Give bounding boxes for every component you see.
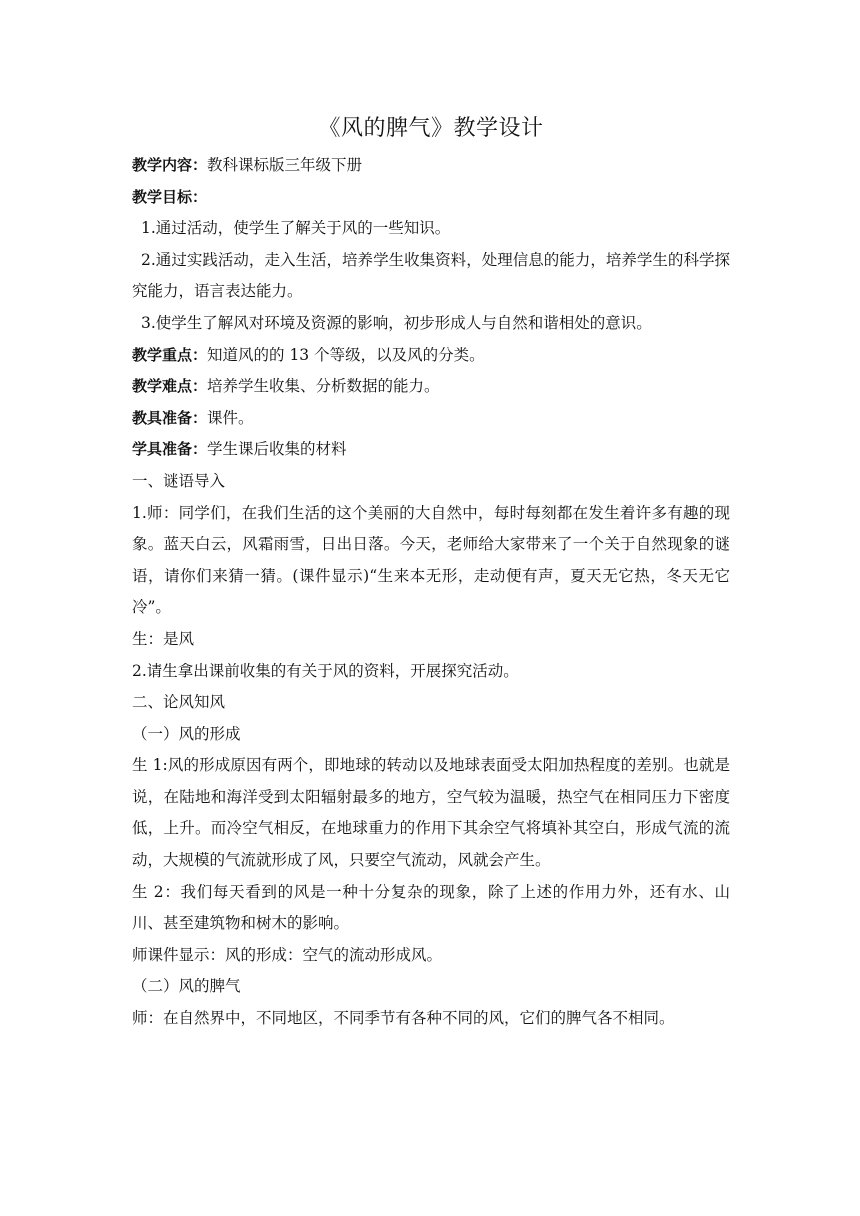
document-body	[132, 112, 730, 1035]
goal-item: 1.通过活动，使学生了解关于风的一些知识。	[141, 219, 451, 238]
meta-key: 教具准备：	[132, 408, 208, 427]
paragraph: 生：是风	[132, 629, 195, 648]
meta-difficulties	[132, 371, 730, 403]
meta-key: 教学难点：	[132, 377, 208, 396]
meta-teaching-aids	[132, 403, 730, 435]
subsection-heading: （一）风的形成	[132, 724, 241, 743]
meta-key: 学具准备：	[132, 440, 208, 459]
document-title: 《风的脾气》教学设计	[318, 116, 544, 141]
meta-learning-aids	[132, 434, 730, 466]
meta-value: 知道风的的 13 个等级，以及风的分类。	[207, 345, 485, 364]
paragraph: 1.师：同学们，在我们生活的这个美丽的大自然中，每时每刻都在发生着许多有趣的现象。蓝天白云，风霜雨雪，日出日落。今天，老师给大家带来了一个关于自然现象的谜语，请你们来猜一猜。(课件显示)“生来本无形，走动便有声，夏天无它热，冬天无它冷”。	[132, 503, 730, 617]
meta-value: 培养学生收集、分析数据的能力。	[207, 377, 440, 396]
section-heading: 二、论风知风	[132, 693, 226, 712]
paragraph: 师：在自然界中，不同地区，不同季节有各种不同的风，它们的脾气各不相同。	[132, 1009, 675, 1028]
meta-value: 课件。	[207, 408, 254, 427]
paragraph: 师课件显示：风的形成：空气的流动形成风。	[132, 945, 443, 964]
meta-key: 教学重点：	[132, 345, 208, 364]
meta-key: 教学内容：	[132, 156, 208, 174]
paragraph: 生 2：我们每天看到的风是一种十分复杂的现象，除了上述的作用力外，还有水、山川、甚至建筑物和树木的影响。	[132, 882, 730, 933]
meta-key: 教学目标：	[132, 187, 208, 206]
goal-item: 3.使学生了解风对环境及资源的影响，初步形成人与自然和谐相处的意识。	[141, 313, 652, 332]
meta-value: 学生课后收集的材料	[207, 440, 347, 459]
meta-key-points	[132, 340, 730, 372]
section-heading: 一、谜语导入	[132, 471, 226, 490]
meta-teaching-goals	[132, 182, 730, 214]
paragraph: 2.请生拿出课前收集的有关于风的资料，开展探究活动。	[132, 661, 519, 680]
paragraph: 生 1:风的形成原因有两个，即地球的转动以及地球表面受太阳加热程度的差别。也就是说，在陆地和海洋受到太阳辐射最多的地方，空气较为温暖，热空气在相同压力下密度低，上升。而冷空气相反，在地球重力的作用下其余空气将填补其空白，形成气流的流动，大规模的气流就形成了风，只要空气流动，风就会产生。	[132, 756, 730, 870]
meta-value: 教科课标版三年级下册	[207, 156, 363, 174]
subsection-heading: （二）风的脾气	[132, 977, 241, 996]
meta-teaching-content	[132, 150, 730, 182]
goal-item: 2.通过实践活动，走入生活，培养学生收集资料，处理信息的能力，培养学生的科学探究能力，语言表达能力。	[132, 250, 730, 301]
